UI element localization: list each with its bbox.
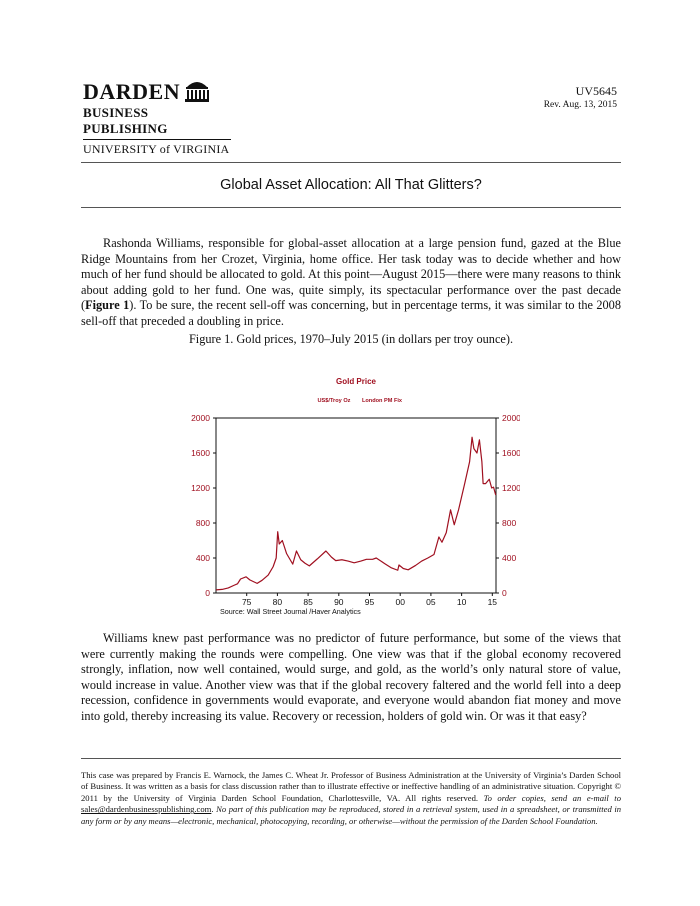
logo-business-publishing: BUSINESS PUBLISHING — [83, 105, 168, 136]
footnote-order-text: To order copies, send an e-mail to — [483, 792, 621, 803]
footnote — [81, 770, 621, 827]
order-email-link[interactable]: sales@dardenbusinesspublishing.com — [81, 804, 212, 815]
logo-divider — [83, 139, 231, 140]
title-rule-bottom — [81, 207, 621, 208]
y-tick-label-left: 0 — [205, 588, 210, 598]
x-tick-label: 90 — [334, 597, 344, 607]
logo-darden-text: DARDEN — [83, 79, 181, 104]
chart-subtitle-right: London PM Fix — [361, 398, 403, 404]
y-tick-label-right: 800 — [502, 518, 517, 528]
x-tick-label: 85 — [303, 597, 313, 607]
footnote-text-1: This case was prepared by Francis E. Warnock, the James C. Wheat Jr. Professor of Business Administration at the University of Virginia’s Darden School of Business. It was written as a basis for class discussion rather than to illustrate effective or ineffective handling of an administrative situation. Copyright © 2011 by the University of Virginia Darden School Foundation, Charlottesville, VA. All rights reserved. — [81, 770, 621, 803]
x-tick-label: 80 — [272, 597, 283, 607]
chart-subtitle-left: US$/Troy Oz — [317, 398, 351, 404]
x-tick-label: 95 — [364, 597, 375, 607]
y-tick-label-right: 400 — [502, 553, 517, 563]
paragraph-intro-text-2: ). To be sure, the recent sell-off was concerning, but in percentage terms, it was similar to the 2008 sell-off that preceded a doubling in price. — [81, 298, 621, 328]
logo-university: UNIVERSITY of VIRGINIA — [83, 142, 230, 156]
y-tick-label-left: 1600 — [191, 448, 210, 458]
figure-reference: Figure 1 — [85, 298, 130, 313]
y-tick-label-left: 800 — [195, 518, 210, 528]
y-tick-label-left: 2000 — [191, 413, 210, 423]
x-tick-label: 75 — [241, 597, 252, 607]
y-tick-label-left: 400 — [195, 553, 210, 563]
y-tick-label-right: 0 — [502, 588, 507, 598]
title-rule-top — [81, 162, 621, 163]
x-tick-label: 10 — [456, 597, 467, 607]
gold-price-chart — [180, 370, 520, 620]
y-tick-label-right: 1200 — [502, 483, 520, 493]
x-tick-label: 05 — [426, 597, 436, 607]
footnote-rights-text: No part of this publication may be reproduced, stored in a retrieval system, used in a spreadsheet, or transmitted in any form or by any means—electronic, mechanical, photocopying, recording, or otherwise—without the permission of the Darden School Foundation. — [81, 804, 622, 826]
footnote-text-2: . — [211, 804, 217, 815]
case-number: UV5645 — [575, 84, 617, 98]
footnote-rule — [81, 758, 621, 759]
chart-title: Gold Price — [335, 377, 377, 386]
paragraph-intro-text-1: Rashonda Williams, responsible for global-asset allocation at a large pension fund, gazed at the Blue Ridge Mountains from her Crozet, Virginia, home office. Her task today was to decide whether and how much of her fund should be allocated to gold. At this point—August 2015—there were many reasons to think about adding gold to her fund. One was, quite simply, its spectacular performance over the past decade ( — [81, 236, 621, 313]
paragraph-views: Williams knew past performance was no predictor of future performance, but some of the views that were currently making the rounds were compelling. One view was that if the global economy recovered strongly, inflation, now well contained, would surge, and gold, as the world’s only natural store of value, would increase in value. Another view was that if the global recovery faltered and the world fell into a deep recession, confidence in governments would evaporate, and everyone would abandon fiat money and move into gold, thereby increasing its value. Recovery or recession, holders of gold win. Or was it that easy? — [81, 631, 621, 723]
figure-caption: Figure 1. Gold prices, 1970–July 2015 (in dollars per troy ounce). — [188, 332, 514, 346]
gold-price-line — [216, 437, 496, 590]
x-tick-label: 00 — [395, 597, 405, 607]
chart-svg — [180, 370, 520, 620]
chart-source: Source: Wall Street Journal /Haver Analytics — [220, 607, 361, 616]
plot-frame — [216, 418, 496, 593]
x-tick-label: 15 — [487, 597, 498, 607]
rotunda-icon — [184, 78, 210, 102]
paragraph-intro — [81, 236, 621, 330]
revision-date: Rev. Aug. 13, 2015 — [543, 100, 617, 110]
logo-wordmark — [83, 78, 233, 102]
y-tick-label-left: 1200 — [191, 483, 210, 493]
darden-logo — [83, 78, 233, 157]
y-tick-label-right: 1600 — [502, 448, 520, 458]
page-title: Global Asset Allocation: All That Glitters? — [220, 177, 482, 193]
case-code — [544, 84, 617, 110]
y-tick-label-right: 2000 — [502, 413, 520, 423]
